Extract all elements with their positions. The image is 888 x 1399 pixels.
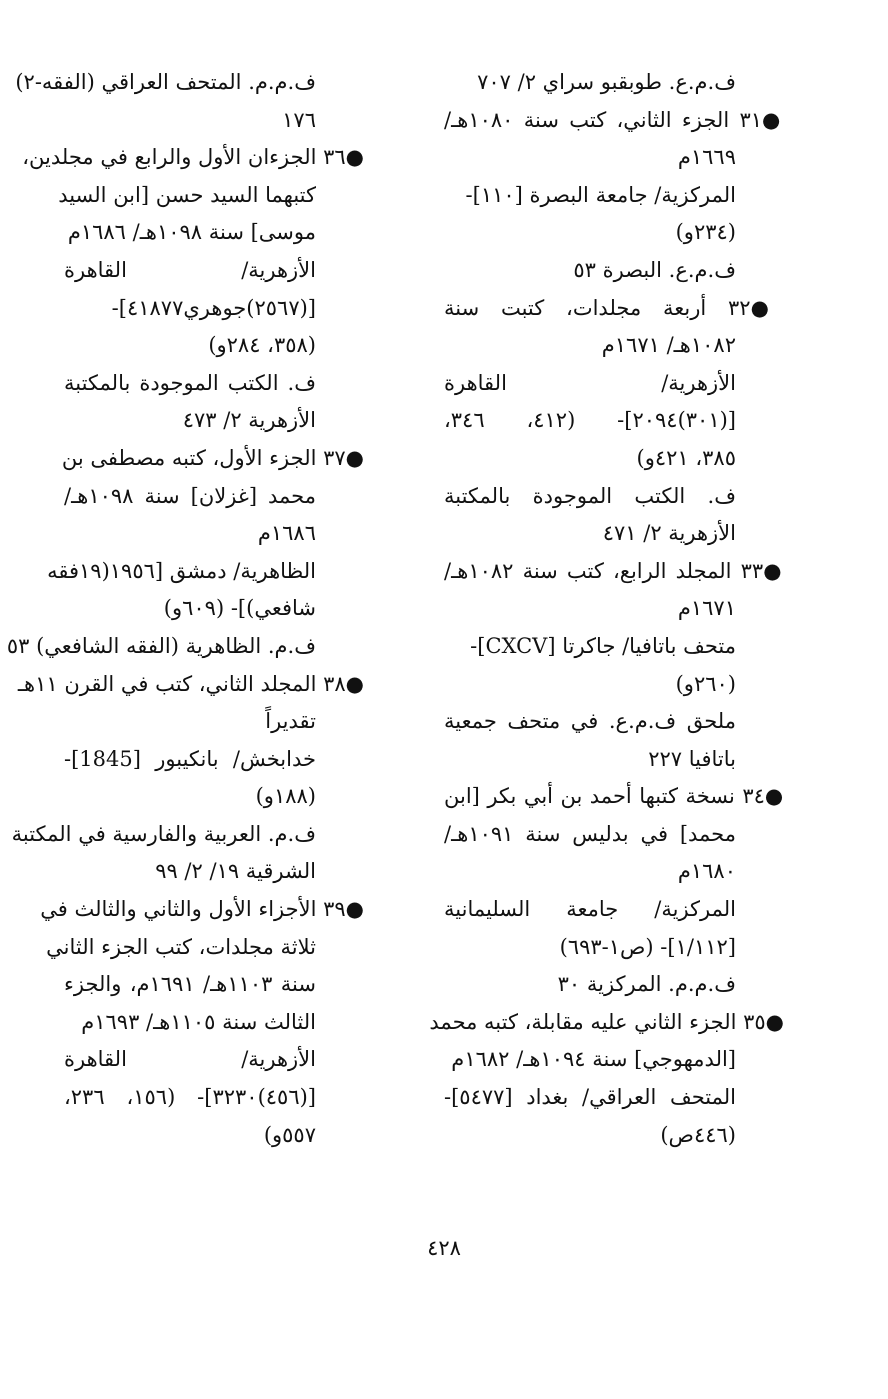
text-line: تقديراً [265,709,316,734]
text-line: الأزهرية/ القاهرة [64,257,316,282]
text-line: ثلاثة مجلدات، كتب الجزء الثاني [46,934,316,959]
text-line: الثالث سنة ١١٠٥هـ/ ١٦٩٣م [81,1009,316,1034]
text-line: ف.م. الظاهرية (الفقه الشافعي) ٥٣ [6,633,316,658]
text-line: ١٦٦٩م [677,145,736,170]
text-line: ف.م. العربية والفارسية في المكتبة [11,821,316,846]
text-line: ف. الكتب الموجودة بالمكتبة [64,370,316,395]
text-line: ●٣٨ المجلد الثاني، كتب في القرن ١١هـ [17,671,364,696]
text-line: الأزهرية ٢/ ٤٧١ [602,521,736,546]
text-line: سنة ١١٠٣هـ/ ١٦٩١م، والجزء [64,972,316,997]
page-number: ٤٢٨ [427,1236,461,1260]
text-line: ١٧٦ [282,107,316,132]
text-line: الأزهرية/ القاهرة [64,1047,316,1072]
text-line: الظاهرية/ دمشق [١٩٥٦(١٩فقه [47,558,316,583]
text-line: ف.م.ع. طوبقبو سراي ٢/ ٧٠٧ [477,70,736,94]
text-line: ف. الكتب الموجودة بالمكتبة [444,483,736,508]
text-line: موسى] سنة ١٠٩٨هـ/ ١٦٨٦م [67,220,316,245]
text-line: ف.م.م. المتحف العراقي (الفقه-٢) [15,70,316,94]
text-line: ●٣٧ الجزء الأول، كتبه مصطفى بن [61,445,364,470]
text-line: محمد [غزلان] سنة ١٠٩٨هـ/ [64,483,316,508]
text-line: متحف باتافيا/ جاكرتا [CXCV]- [470,633,736,658]
text-line: كتبهما السيد حسن [ابن السيد [58,182,316,207]
text-line: (٣٥٨، ٢٨٤و) [208,333,316,358]
text-line: ●٣٦ الجزءان الأول والرابع في مجلدين، [22,145,364,170]
text-line: [(٤٥٦)٣٢٣٠]- (١٥٦، ٢٣٦، [64,1085,316,1110]
text-line: ●٣١ الجزء الثاني، كتب سنة ١٠٨٠هـ/ [444,107,784,132]
text-line: ف.م.ع. البصرة ٥٣ [573,257,736,282]
text-line: خدابخش/ بانكيبور [1845]- [64,746,316,771]
text-line: ١٠٨٢هـ/ ١٦٧١م [601,333,736,358]
text-line: (١٨٨و) [255,784,316,809]
text-line: المتحف العراقي/ بغداد [٥٤٧٧]- [444,1085,736,1110]
text-line: الأزهرية ٢/ ٤٧٣ [182,408,316,433]
text-line: [(٣٠١)٢٠٩٤]- (٤١٢، ٣٤٦، [444,408,736,433]
text-line: ●٣٢ أربعة مجلدات، كتبت سنة [444,295,784,320]
text-line: ●٣٤ نسخة كتبها أحمد بن أبي بكر [ابن [444,784,785,809]
left-column [6,64,364,1154]
text-line: ١٦٨٠م [677,859,736,884]
text-line: محمد] في بدليس سنة ١٠٩١هـ/ [444,821,736,846]
text-line: ملحق ف.م.ع. في متحف جمعية [444,709,736,734]
text-line: ●٣٩ الأجزاء الأول والثاني والثالث في [40,897,364,922]
text-line: الأزهرية/ القاهرة [444,370,736,395]
text-line: (٢٣٤و) [675,220,736,245]
text-line: [الدمهوجي] سنة ١٠٩٤هـ/ ١٦٨٢م [451,1047,736,1072]
right-column [429,64,785,1154]
text-line: [١/١١٢]- (ص١-٦٩٣) [559,934,736,959]
text-line: ف.م.م. المركزية ٣٠ [557,972,736,997]
text-line: ١٦٨٦م [257,521,316,546]
text-line: الشرقية ١٩/ ٢/ ٩٩ [155,859,316,884]
text-line: ●٣٥ الجزء الثاني عليه مقابلة، كتبه محمد [429,1009,784,1034]
text-line: شافعي)]- (٦٠٩و) [163,596,316,621]
text-line: ١٦٧١م [677,596,736,621]
text-line: ٣٨٥، ٤٢١و) [636,445,736,470]
text-line: ٥٥٧و) [263,1122,316,1147]
text-line: [(٢٥٦٧)جوهري٤١٨٧٧]- [111,295,316,320]
text-line: المركزية/ جامعة البصرة [١١٠]- [465,182,736,207]
text-line: (٤٤٦ص) [660,1122,736,1147]
text-line: ●٣٣ المجلد الرابع، كتب سنة ١٠٨٢هـ/ [444,558,784,583]
text-line: (٢٦٠و) [675,671,736,696]
text-line: المركزية/ جامعة السليمانية [444,897,736,922]
text-line: باتافيا ٢٢٧ [648,746,736,771]
